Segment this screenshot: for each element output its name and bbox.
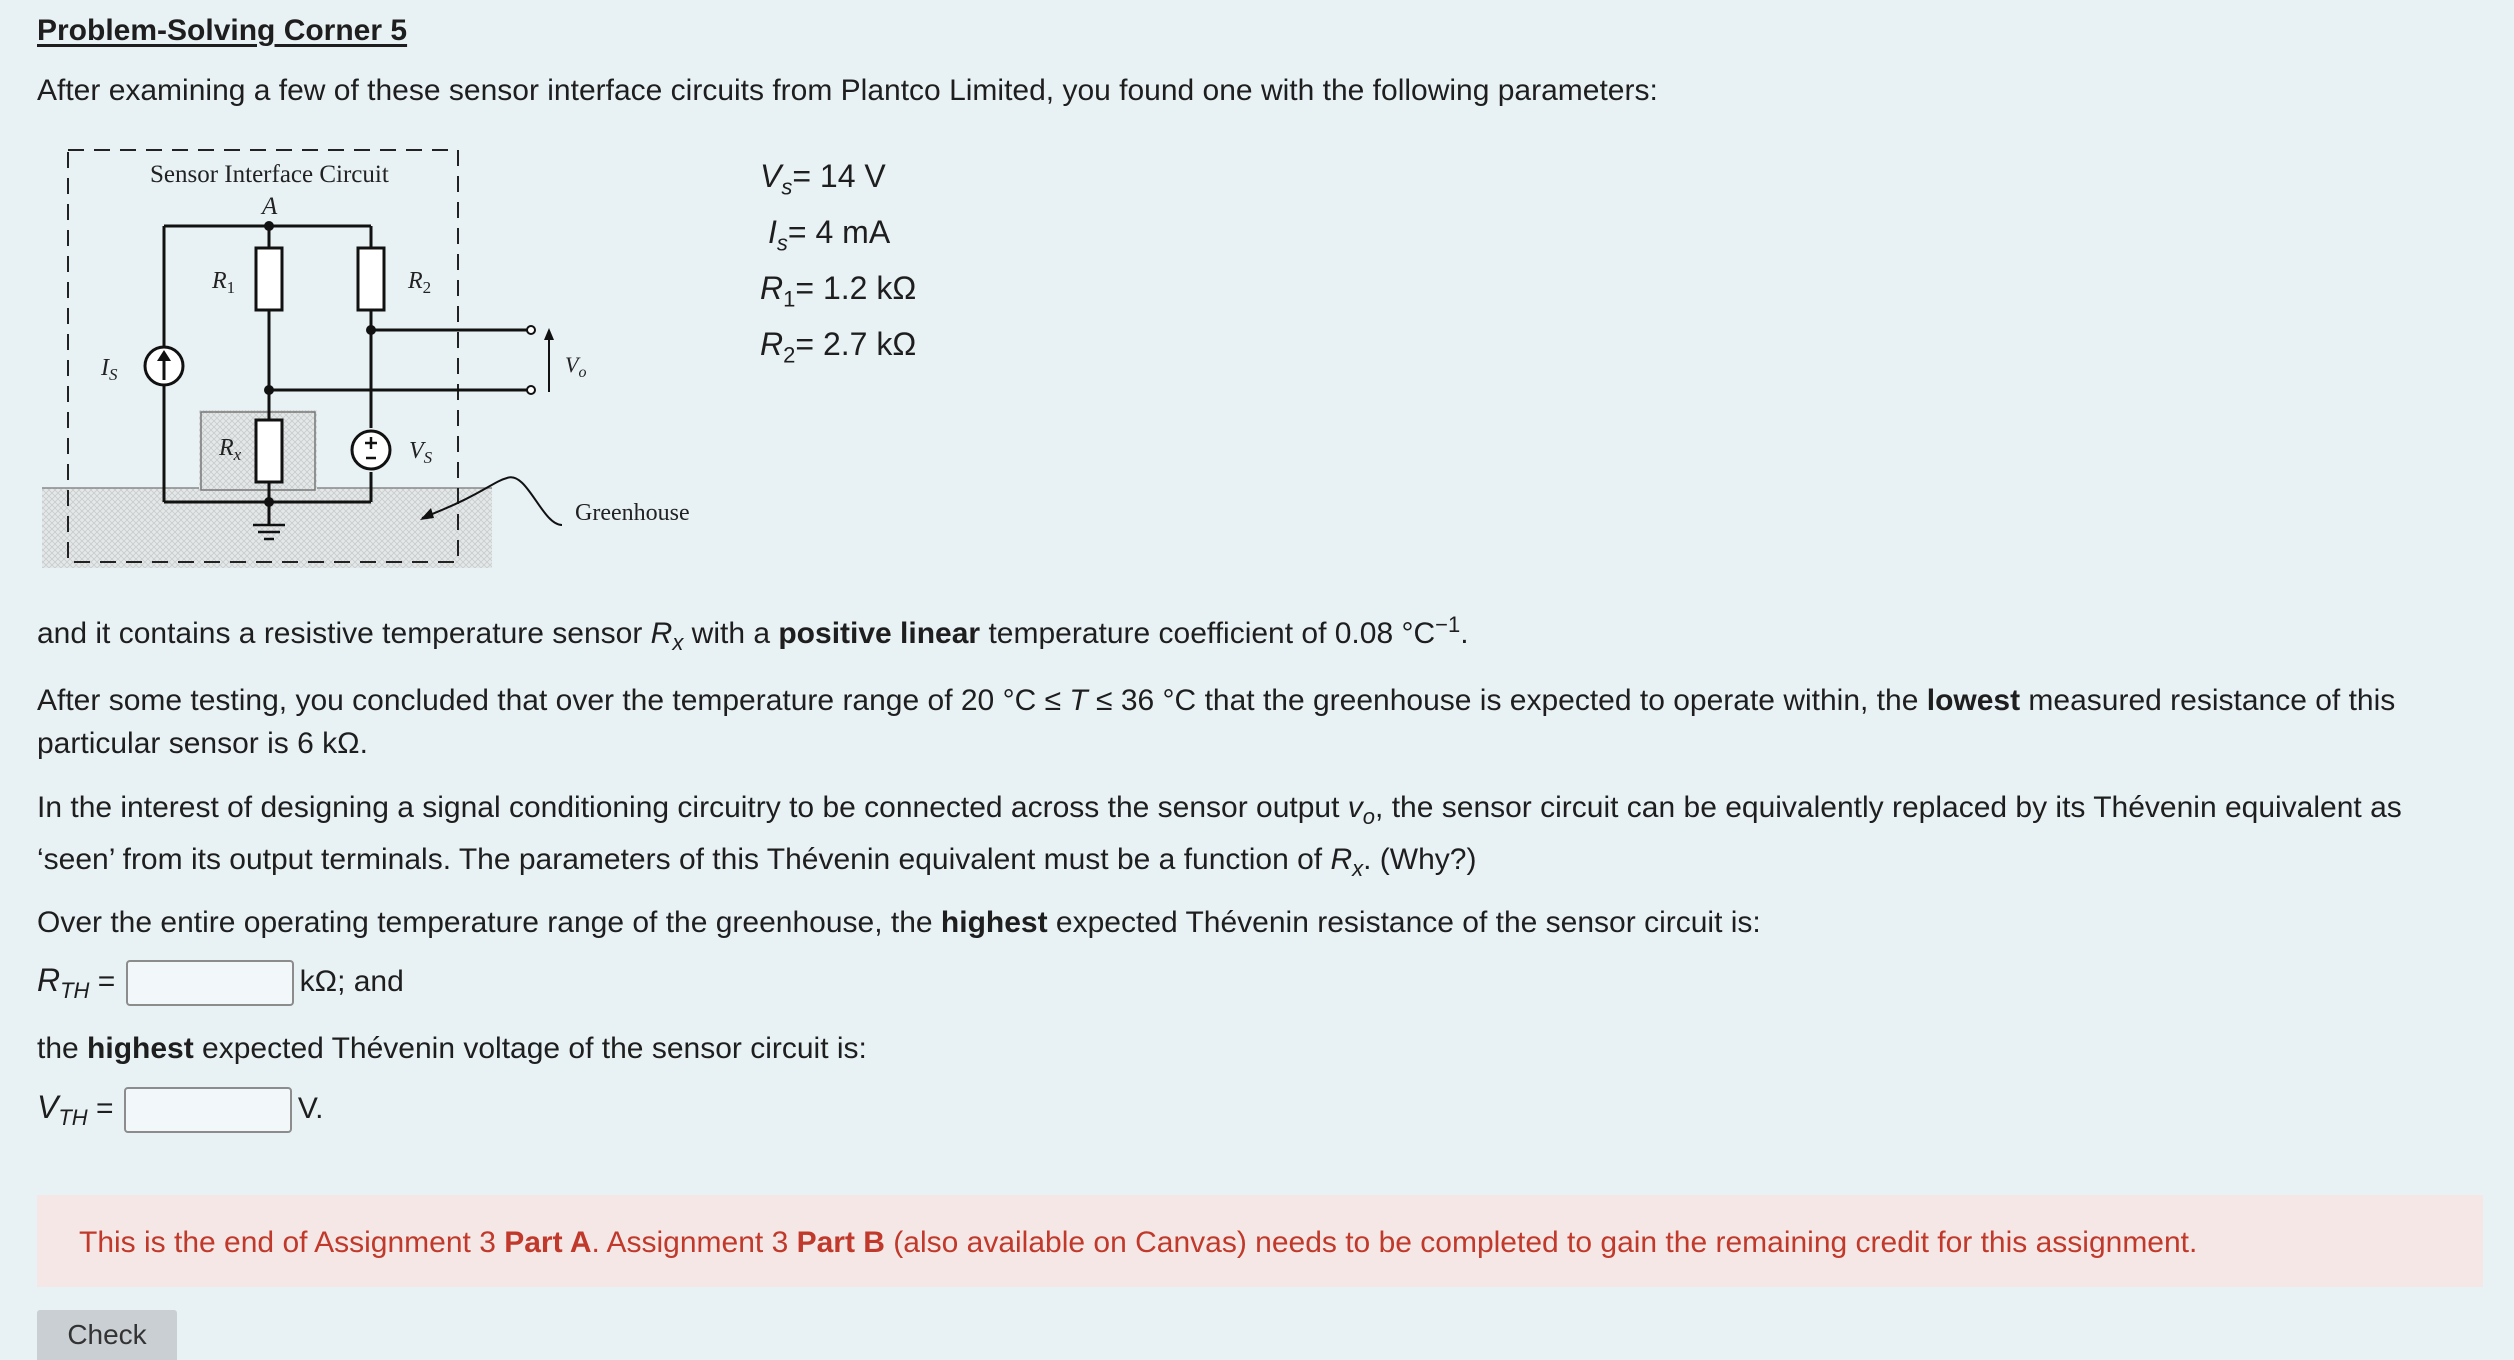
vo-arrow-icon bbox=[544, 328, 554, 340]
circuit-box-label: Sensor Interface Circuit bbox=[150, 161, 389, 188]
circuit-diagram bbox=[37, 130, 737, 580]
parameter-list bbox=[760, 148, 916, 372]
paragraph-voltage-question: the highest expected Thévenin voltage of the sensor circuit is: bbox=[37, 1032, 867, 1065]
greenhouse-label: Greenhouse bbox=[575, 500, 690, 526]
node-a-label: A bbox=[262, 193, 278, 220]
rth-input[interactable] bbox=[126, 960, 294, 1006]
is-label: $I_S$ bbox=[101, 355, 118, 384]
vth-answer-row: $V_{TH} = V$. bbox=[37, 1082, 2467, 1134]
rth-answer-row: $R_{TH} = k\Omega$; and bbox=[37, 955, 2467, 1007]
r2-label: $R_2$ bbox=[408, 268, 432, 297]
param-vs: $V_s= 14$ V bbox=[760, 158, 886, 200]
paragraph-sensor: and it contains a resistive temperature sensor $R_x$ with a positive linear temperature coefficient of 0.08 $^\circ C^{-1}$. bbox=[37, 612, 1469, 655]
r1-resistor bbox=[256, 248, 282, 310]
voltage-source-symbol bbox=[352, 431, 390, 469]
intro-text: After examining a few of these sensor interface circuits from Plantco Limited, you found one with the following parameters: bbox=[37, 74, 1658, 107]
check-button[interactable]: Check bbox=[37, 1310, 177, 1360]
param-r2: $R_2= 2.7$ kΩ bbox=[760, 326, 917, 368]
vs-label: $V_S$ bbox=[409, 438, 433, 467]
rx-label: $R_x$ bbox=[219, 435, 242, 464]
end-of-part-alert: This is the end of Assignment 3 Part A. Assignment 3 Part B (also available on Canvas) needs to be completed to gain the remaining credit for this assignment. bbox=[37, 1195, 2483, 1287]
paragraph-testing: After some testing, you concluded that over the temperature range of 20 °C ≤ T ≤ 36 °C that the greenhouse is expected to operate within, the lowest measured resistance of this particular sensor is 6 kΩ. bbox=[37, 684, 2396, 760]
vth-input[interactable] bbox=[124, 1087, 292, 1133]
r2-resistor bbox=[358, 248, 384, 310]
paragraph-thevenin: In the interest of designing a signal conditioning circuitry to be connected across the sensor output $v_o$, the sensor circuit can be equivalently replaced by its Thévenin equivalent as ‘seen’ from its output terminals. The parameters of this Thévenin equivalent must be a function of $R_x$. (Why?) bbox=[37, 791, 2402, 881]
rx-resistor bbox=[256, 420, 282, 482]
r1-label: $R_1$ bbox=[212, 268, 236, 297]
param-is: $I_s= 4$ mA bbox=[768, 214, 891, 256]
paragraph-resistance-question: Over the entire operating temperature range of the greenhouse, the highest expected Thévenin resistance of the sensor circuit is: bbox=[37, 906, 1761, 939]
param-r1: $R_1= 1.2$ kΩ bbox=[760, 270, 917, 312]
vo-label: $V_o$ bbox=[565, 352, 587, 381]
page-title: Problem-Solving Corner 5 bbox=[37, 14, 408, 47]
